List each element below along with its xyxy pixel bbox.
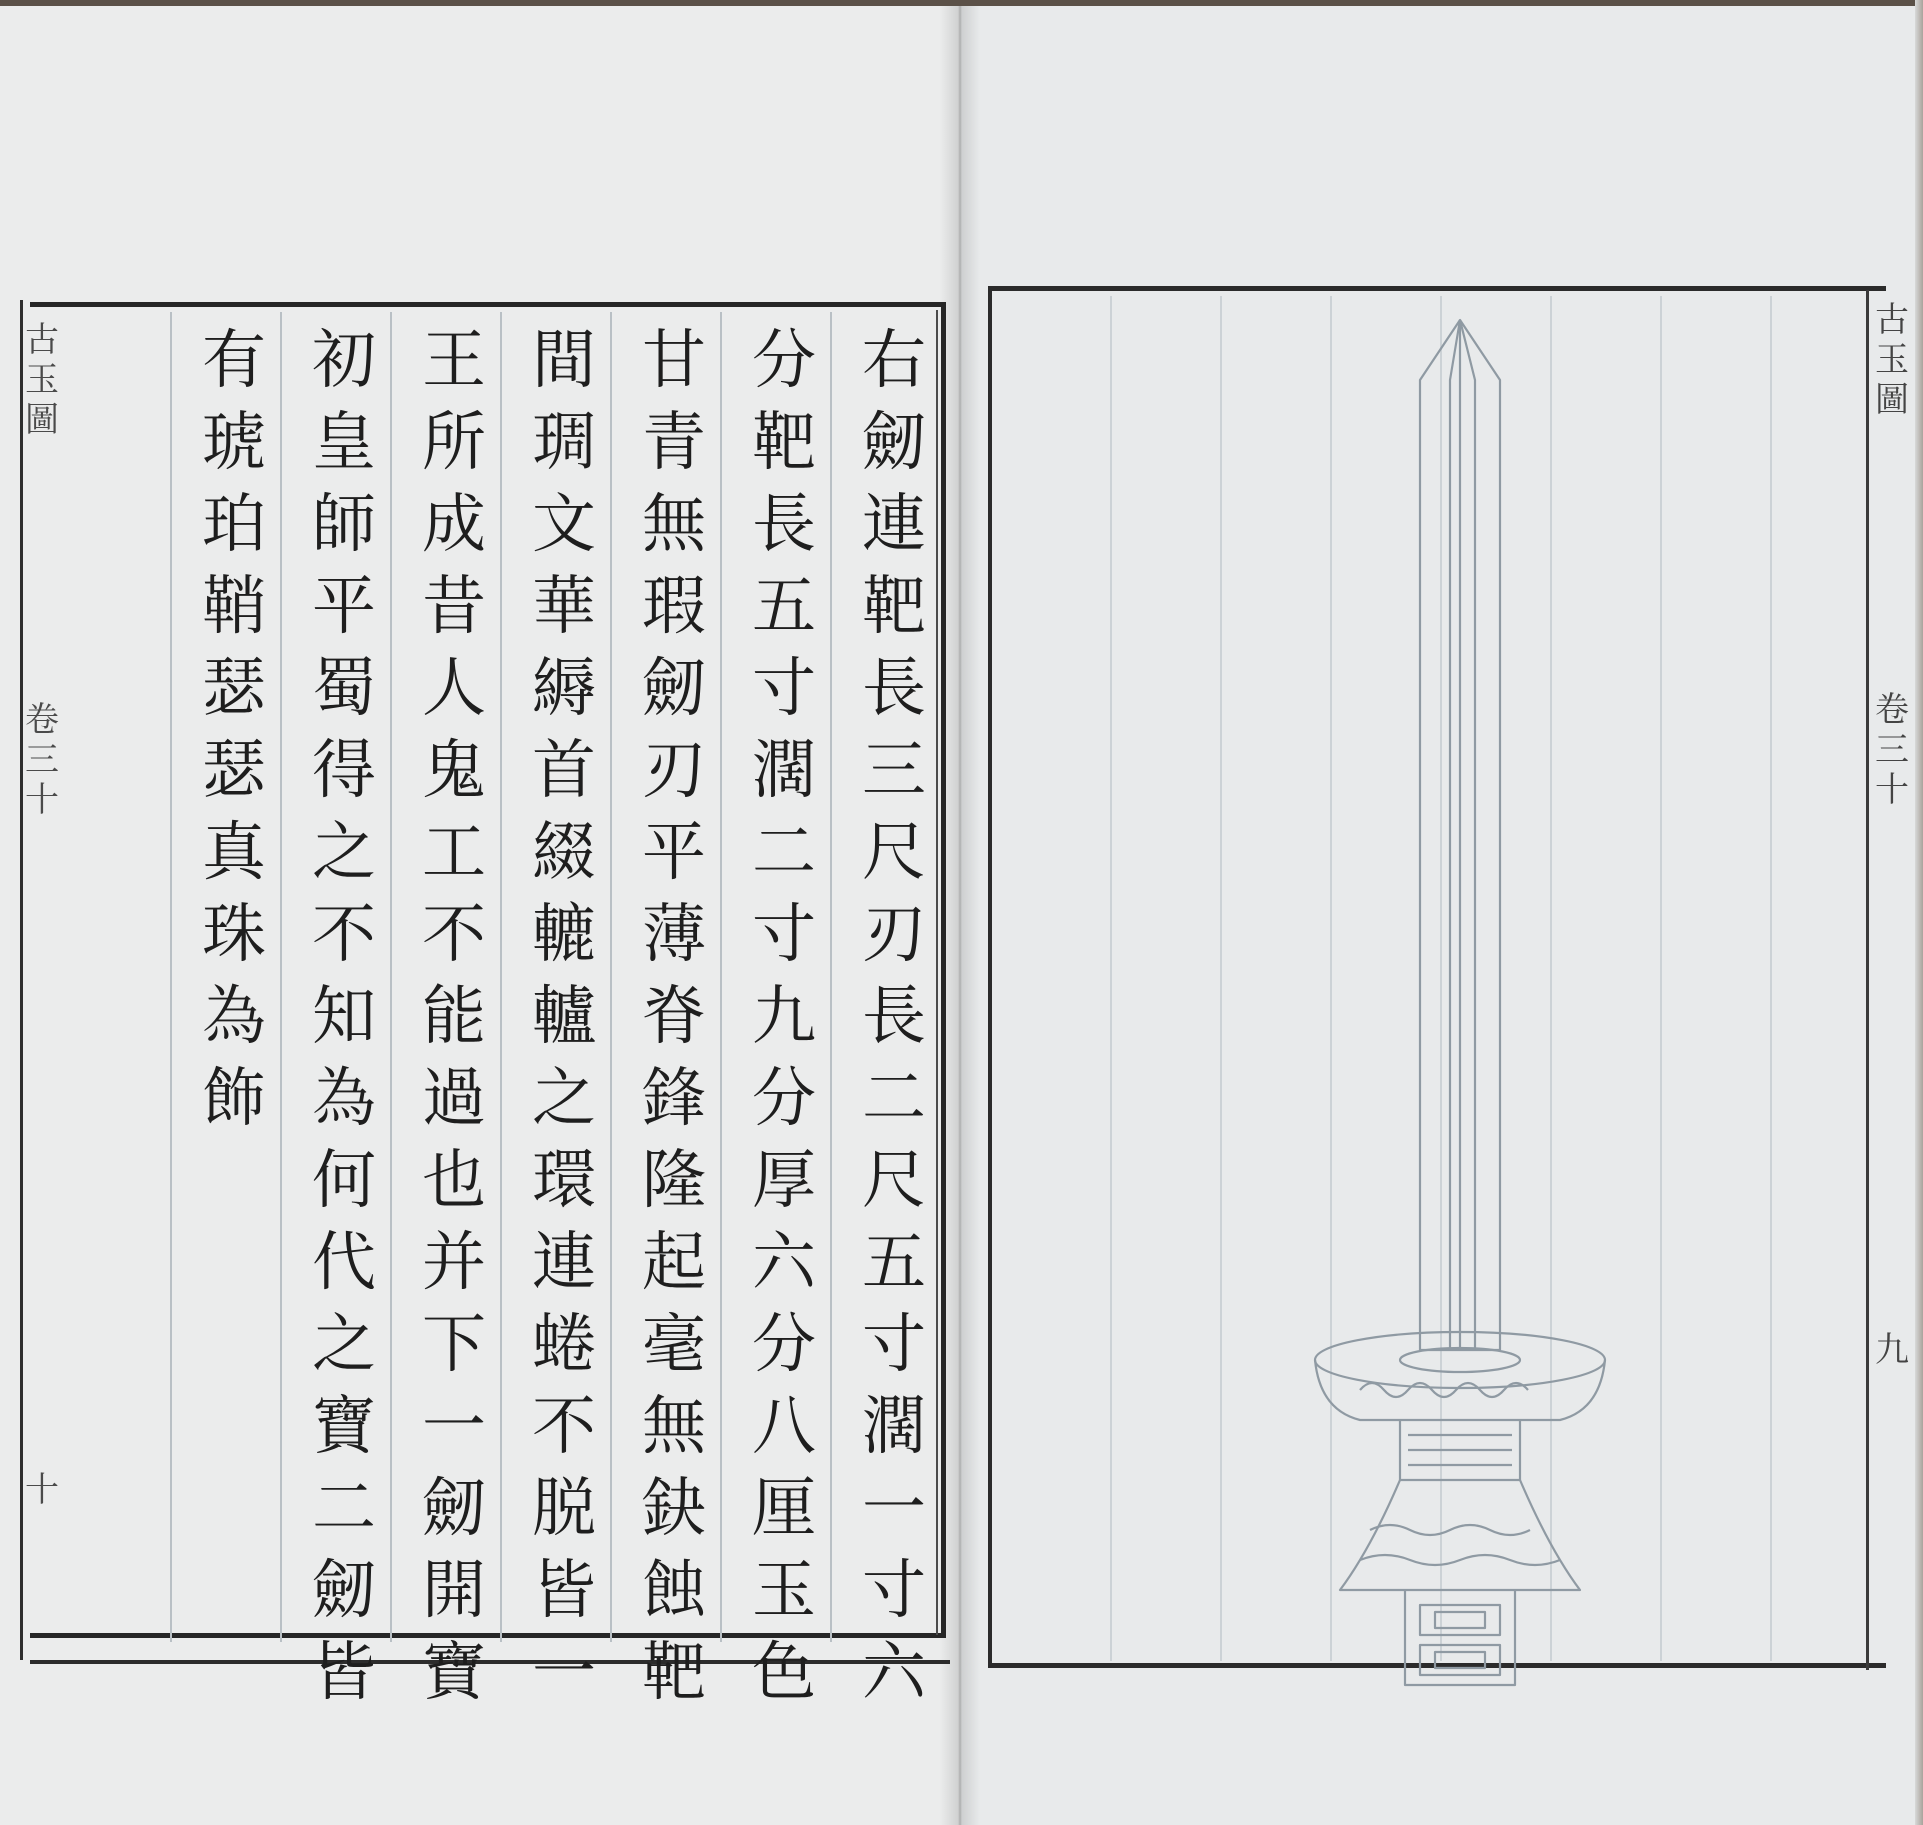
text-glyph: 分 bbox=[752, 1308, 816, 1382]
text-glyph: 二 bbox=[752, 816, 816, 890]
text-glyph: 不 bbox=[312, 898, 376, 972]
text-glyph: 八 bbox=[752, 1390, 816, 1464]
text-glyph: 有 bbox=[202, 324, 266, 398]
text-glyph: 分 bbox=[752, 1062, 816, 1136]
text-column-2 bbox=[734, 320, 834, 1714]
text-glyph: 成 bbox=[422, 488, 486, 562]
text-glyph: 起 bbox=[642, 1226, 706, 1300]
text-glyph: 脱 bbox=[532, 1472, 596, 1546]
text-glyph: 得 bbox=[312, 734, 376, 808]
text-glyph: 琱 bbox=[532, 406, 596, 480]
text-glyph: 鞘 bbox=[202, 570, 266, 644]
text-glyph: 一 bbox=[862, 1472, 926, 1546]
text-glyph: 刃 bbox=[862, 898, 926, 972]
text-glyph: 分 bbox=[752, 324, 816, 398]
text-glyph: 毫 bbox=[642, 1308, 706, 1382]
text-glyph: 尺 bbox=[862, 1144, 926, 1218]
left-margin-title: 古 玉 圖 bbox=[25, 320, 59, 440]
text-glyph: 右 bbox=[862, 324, 926, 398]
text-glyph: 寶 bbox=[422, 1636, 486, 1710]
text-glyph: 不 bbox=[532, 1390, 596, 1464]
text-glyph: 濶 bbox=[752, 734, 816, 808]
text-glyph: 鬼 bbox=[422, 734, 486, 808]
text-glyph: 劒 bbox=[862, 406, 926, 480]
left-margin-volume: 卷 三 十 bbox=[25, 700, 59, 820]
text-glyph: 寸 bbox=[862, 1554, 926, 1628]
text-glyph: 甘 bbox=[642, 324, 706, 398]
text-glyph: 尺 bbox=[862, 816, 926, 890]
text-glyph: 長 bbox=[862, 980, 926, 1054]
text-glyph: 厚 bbox=[752, 1144, 816, 1218]
text-glyph: 之 bbox=[532, 1062, 596, 1136]
text-glyph: 為 bbox=[202, 980, 266, 1054]
text-glyph: 二 bbox=[312, 1472, 376, 1546]
text-glyph: 人 bbox=[422, 652, 486, 726]
text-glyph: 蜀 bbox=[312, 652, 376, 726]
text-glyph: 琥 bbox=[202, 406, 266, 480]
text-glyph: 所 bbox=[422, 406, 486, 480]
text-glyph: 之 bbox=[312, 816, 376, 890]
text-glyph: 縟 bbox=[532, 652, 596, 726]
text-column-4 bbox=[514, 320, 614, 1714]
text-glyph: 無 bbox=[642, 488, 706, 562]
text-glyph: 濶 bbox=[862, 1390, 926, 1464]
text-glyph: 玉 bbox=[752, 1554, 816, 1628]
text-glyph: 代 bbox=[312, 1226, 376, 1300]
text-glyph: 厘 bbox=[752, 1472, 816, 1546]
text-glyph: 九 bbox=[752, 980, 816, 1054]
text-column-5 bbox=[404, 320, 504, 1714]
text-glyph: 劒 bbox=[642, 652, 706, 726]
text-glyph: 長 bbox=[862, 652, 926, 726]
right-column-rule bbox=[1770, 296, 1772, 1661]
left-margin-folio: 十 bbox=[25, 1470, 59, 1510]
text-column-3 bbox=[624, 320, 724, 1714]
text-glyph: 脊 bbox=[642, 980, 706, 1054]
text-glyph: 師 bbox=[312, 488, 376, 562]
text-glyph: 間 bbox=[532, 324, 596, 398]
text-glyph: 色 bbox=[752, 1636, 816, 1710]
text-glyph: 珠 bbox=[202, 898, 266, 972]
text-glyph: 真 bbox=[202, 816, 266, 890]
text-column-6 bbox=[294, 320, 394, 1714]
right-column-rule bbox=[1220, 296, 1222, 1661]
text-glyph: 刃 bbox=[642, 734, 706, 808]
text-glyph: 靶 bbox=[752, 406, 816, 480]
text-glyph: 劒 bbox=[312, 1554, 376, 1628]
text-glyph: 平 bbox=[312, 570, 376, 644]
text-glyph: 六 bbox=[862, 1636, 926, 1710]
text-glyph: 轤 bbox=[532, 980, 596, 1054]
text-glyph: 連 bbox=[862, 488, 926, 562]
text-column-7 bbox=[184, 320, 284, 1140]
text-glyph: 三 bbox=[862, 734, 926, 808]
text-glyph: 轆 bbox=[532, 898, 596, 972]
text-glyph: 二 bbox=[862, 1062, 926, 1136]
paper-right-edge bbox=[1915, 0, 1923, 1825]
text-glyph: 一 bbox=[532, 1636, 596, 1710]
right-margin-rule bbox=[1866, 290, 1869, 1670]
text-glyph: 寸 bbox=[862, 1308, 926, 1382]
text-glyph: 隆 bbox=[642, 1144, 706, 1218]
text-glyph: 平 bbox=[642, 816, 706, 890]
text-glyph: 能 bbox=[422, 980, 486, 1054]
text-glyph: 飾 bbox=[202, 1062, 266, 1136]
text-glyph: 綴 bbox=[532, 816, 596, 890]
text-glyph: 之 bbox=[312, 1308, 376, 1382]
text-glyph: 蝕 bbox=[642, 1554, 706, 1628]
text-glyph: 薄 bbox=[642, 898, 706, 972]
text-glyph: 五 bbox=[862, 1226, 926, 1300]
text-glyph: 皆 bbox=[312, 1636, 376, 1710]
text-glyph: 皆 bbox=[532, 1554, 596, 1628]
text-glyph: 華 bbox=[532, 570, 596, 644]
text-glyph: 蜷 bbox=[532, 1308, 596, 1382]
text-glyph: 為 bbox=[312, 1062, 376, 1136]
text-glyph: 瑟 bbox=[202, 734, 266, 808]
text-glyph: 鋒 bbox=[642, 1062, 706, 1136]
text-glyph: 開 bbox=[422, 1554, 486, 1628]
text-glyph: 連 bbox=[532, 1226, 596, 1300]
text-glyph: 瑟 bbox=[202, 652, 266, 726]
right-column-rule bbox=[1660, 296, 1662, 1661]
text-glyph: 靶 bbox=[862, 570, 926, 644]
text-glyph: 寶 bbox=[312, 1390, 376, 1464]
text-glyph: 無 bbox=[642, 1390, 706, 1464]
right-column-rule bbox=[1110, 296, 1112, 1661]
sword-illustration bbox=[1300, 300, 1620, 1690]
text-glyph: 過 bbox=[422, 1062, 486, 1136]
text-glyph: 環 bbox=[532, 1144, 596, 1218]
text-glyph: 王 bbox=[422, 324, 486, 398]
text-glyph: 寸 bbox=[752, 898, 816, 972]
text-glyph: 昔 bbox=[422, 570, 486, 644]
text-glyph: 不 bbox=[422, 898, 486, 972]
text-glyph: 劒 bbox=[422, 1472, 486, 1546]
right-margin-folio: 九 bbox=[1875, 1330, 1909, 1370]
text-glyph: 皇 bbox=[312, 406, 376, 480]
column-rule bbox=[170, 312, 172, 1642]
text-glyph: 文 bbox=[532, 488, 596, 562]
text-glyph: 也 bbox=[422, 1144, 486, 1218]
text-glyph: 鈌 bbox=[642, 1472, 706, 1546]
text-glyph: 六 bbox=[752, 1226, 816, 1300]
text-glyph: 青 bbox=[642, 406, 706, 480]
text-glyph: 何 bbox=[312, 1144, 376, 1218]
text-glyph: 并 bbox=[422, 1226, 486, 1300]
text-glyph: 珀 bbox=[202, 488, 266, 562]
paper-top-edge bbox=[0, 0, 1923, 6]
right-margin-title: 古 玉 圖 bbox=[1875, 300, 1909, 420]
text-glyph: 一 bbox=[422, 1390, 486, 1464]
text-glyph: 靶 bbox=[642, 1636, 706, 1710]
text-glyph: 五 bbox=[752, 570, 816, 644]
text-glyph: 首 bbox=[532, 734, 596, 808]
text-glyph: 長 bbox=[752, 488, 816, 562]
text-glyph: 寸 bbox=[752, 652, 816, 726]
text-glyph: 初 bbox=[312, 324, 376, 398]
text-glyph: 工 bbox=[422, 816, 486, 890]
text-glyph: 瑕 bbox=[642, 570, 706, 644]
text-glyph: 下 bbox=[422, 1308, 486, 1382]
right-margin-volume: 卷 三 十 bbox=[1875, 690, 1909, 810]
text-column-1 bbox=[844, 320, 944, 1714]
text-glyph: 知 bbox=[312, 980, 376, 1054]
left-margin-rule bbox=[20, 300, 23, 1660]
